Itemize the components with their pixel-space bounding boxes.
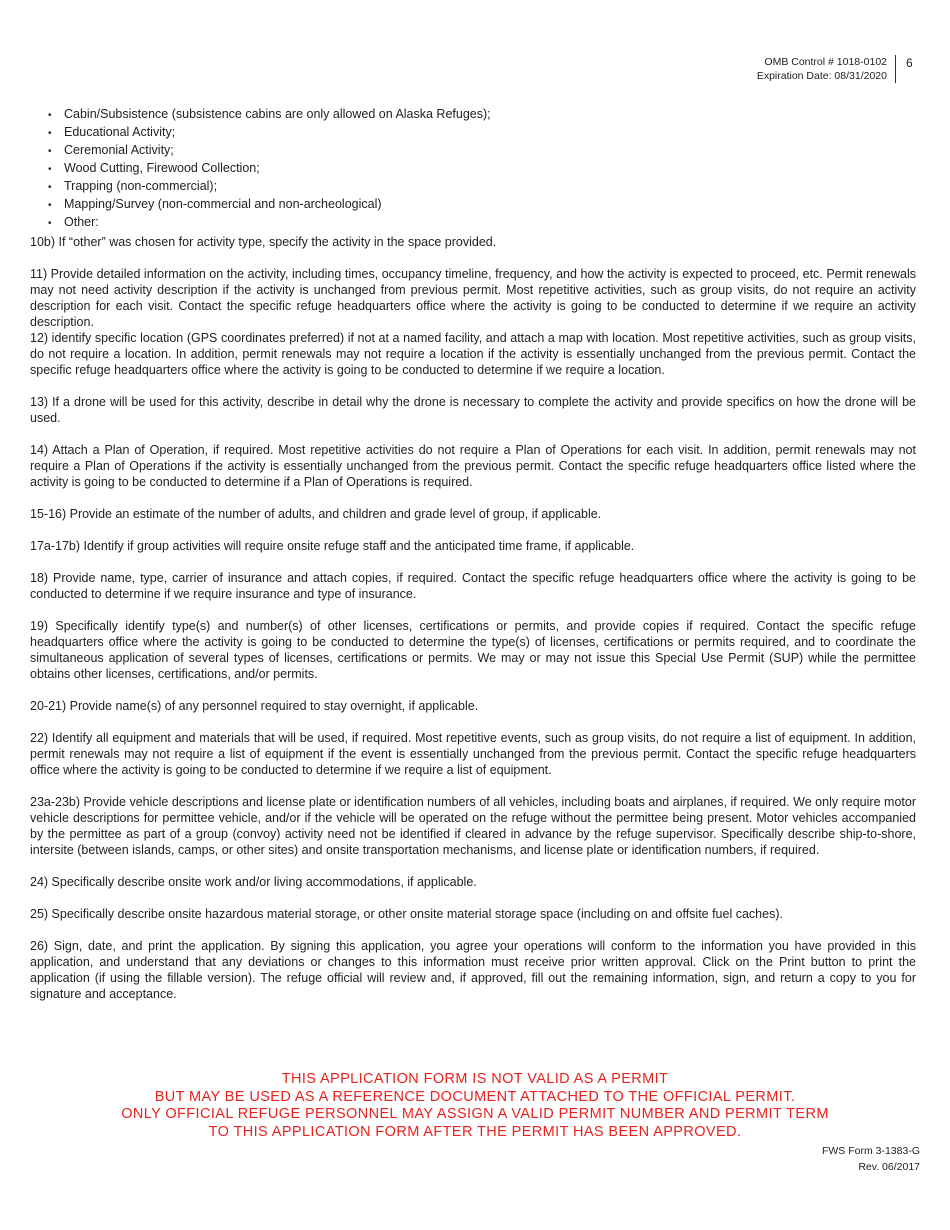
list-item: • Ceremonial Activity;	[48, 142, 491, 160]
notice-line: TO THIS APPLICATION FORM AFTER THE PERMIT HAS BEEN APPROVED.	[208, 1123, 742, 1140]
instruction-10b: 10b) If “other” was chosen for activity type, specify the activity in the space provided.	[30, 235, 497, 249]
instruction-12: 12) identify specific location (GPS coordinates preferred) if not at a named facility, and attach a map with location. Most repetitive activities, such as group visits, do not require a location. In addition, permit renewals may not require a location if the activity is essentially unchanged from the previous permit. Contact the specific refuge headquarters office where the activity is going to be conducted to determine if we require a location.	[30, 331, 916, 377]
validity-notice	[0, 1071, 950, 1141]
activity-type-list	[48, 106, 491, 232]
instruction-19: 19) Specifically identify type(s) and number(s) of other licenses, certifications or permits, and provide copies if required. Contact the specific refuge headquarters office where the activity is going to be conducted to determine the type(s) of licenses, certifications or permits required, and to coordinate the simultaneous application of several types of licenses, certifications or permits. We may or may not issue this Special Use Permit (SUP) while the permittee obtains other licenses, certifications, and/or permits.	[30, 619, 916, 681]
form-footer	[822, 1143, 920, 1175]
notice-line: THIS APPLICATION FORM IS NOT VALID AS A PERMIT	[281, 1071, 669, 1087]
instruction-14: 14) Attach a Plan of Operation, if required. Most repetitive activities do not require a Plan of Operations for each visit. In addition, permit renewals may not require a Plan of Operations if the activity is essentially unchanged from the previous permit. Contact the specific refuge headquarters office listed where the activity is going to be conducted to determine if a Plan of Operations is required.	[30, 443, 916, 489]
list-item: • Trapping (non-commercial);	[48, 178, 491, 196]
instruction-17: 17a-17b) Identify if group activities will require onsite refuge staff and the anticipated time frame, if applicable.	[30, 539, 635, 553]
instruction-20-21: 20-21) Provide name(s) of any personnel required to stay overnight, if applicable.	[30, 699, 479, 713]
list-item: • Mapping/Survey (non-commercial and non-archeological)	[48, 196, 491, 214]
list-item: • Other:	[48, 214, 491, 232]
instruction-11: 11) Provide detailed information on the activity, including times, occupancy timeline, frequency, and how the activity is expected to proceed, etc. Permit renewals may not need activity description if the activity is unchanged from previous permit. Most repetitive activities, such as group visits, do not require an activity description for each visit. Contact the specific refuge headquarters office where the activity is going to be conducted to determine if we require an activity description.	[30, 267, 916, 329]
instruction-24: 24) Specifically describe onsite work and/or living accommodations, if applicable.	[30, 875, 477, 889]
list-item: • Wood Cutting, Firewood Collection;	[48, 160, 491, 178]
list-item: • Cabin/Subsistence (subsistence cabins are only allowed on Alaska Refuges);	[48, 106, 491, 124]
omb-header	[757, 55, 896, 83]
instructions-body	[30, 234, 916, 1018]
notice-line: BUT MAY BE USED AS A REFERENCE DOCUMENT ATTACHED TO THE OFFICIAL PERMIT.	[154, 1088, 796, 1105]
expiration-date: Expiration Date: 08/31/2020	[756, 70, 887, 82]
page-number: 6	[906, 56, 913, 70]
instruction-26: 26) Sign, date, and print the application. By signing this application, you agree your operations will conform to the information you have provided in this application, and understand that any deviations or changes to this information must receive prior written approval. Click on the Print button to print the application (if using the fillable version). The refuge official will review and, if approved, fill out the remaining information, sign, and return a copy to you for signature and acceptance.	[30, 939, 916, 1001]
form-revision: Rev. 06/2017	[858, 1161, 920, 1173]
list-item: • Educational Activity;	[48, 124, 491, 142]
instruction-15-16: 15-16) Provide an estimate of the number of adults, and children and grade level of group, if applicable.	[30, 507, 602, 521]
instruction-18: 18) Provide name, type, carrier of insurance and attach copies, if required. Contact the specific refuge headquarters office where the activity is going to be conducted to determine if we require insurance and type of insurance.	[30, 571, 916, 601]
form-number: FWS Form 3-1383-G	[821, 1145, 920, 1157]
notice-line: ONLY OFFICIAL REFUGE PERSONNEL MAY ASSIGN A VALID PERMIT NUMBER AND PERMIT TERM	[121, 1106, 829, 1122]
instruction-25: 25) Specifically describe onsite hazardous material storage, or other onsite material storage space (including on and offsite fuel caches).	[30, 907, 783, 921]
instruction-23: 23a-23b) Provide vehicle descriptions and license plate or identification numbers of all vehicles, including boats and airplanes, if required. We only require motor vehicle descriptions for permittee vehicle, and/or if the vehicle will be operated on the refuge without the permittee being present. Motor vehicles accompanied by the permittee as part of a group (convoy) activity need not be identified if cleared in advance by the refuge supervisor. Specifically describe ship-to-shore, intersite (between islands, camps, or other sites) and onsite transportation mechanisms, and license plate or identification numbers, if required.	[30, 795, 916, 857]
omb-control-number: OMB Control # 1018-0102	[764, 56, 887, 68]
instruction-22: 22) Identify all equipment and materials that will be used, if required. Most repetitive events, such as group visits, do not require a list of equipment. In addition, permit renewals may not require a list of equipment if the event is essentially unchanged from the previous permit. Contact the specific refuge headquarters office where the activity is going to be conducted to determine if we require a list of equipment.	[30, 731, 916, 777]
instruction-13: 13) If a drone will be used for this activity, describe in detail why the drone is necessary to complete the activity and provide specifics on how the drone will be used.	[30, 395, 916, 425]
